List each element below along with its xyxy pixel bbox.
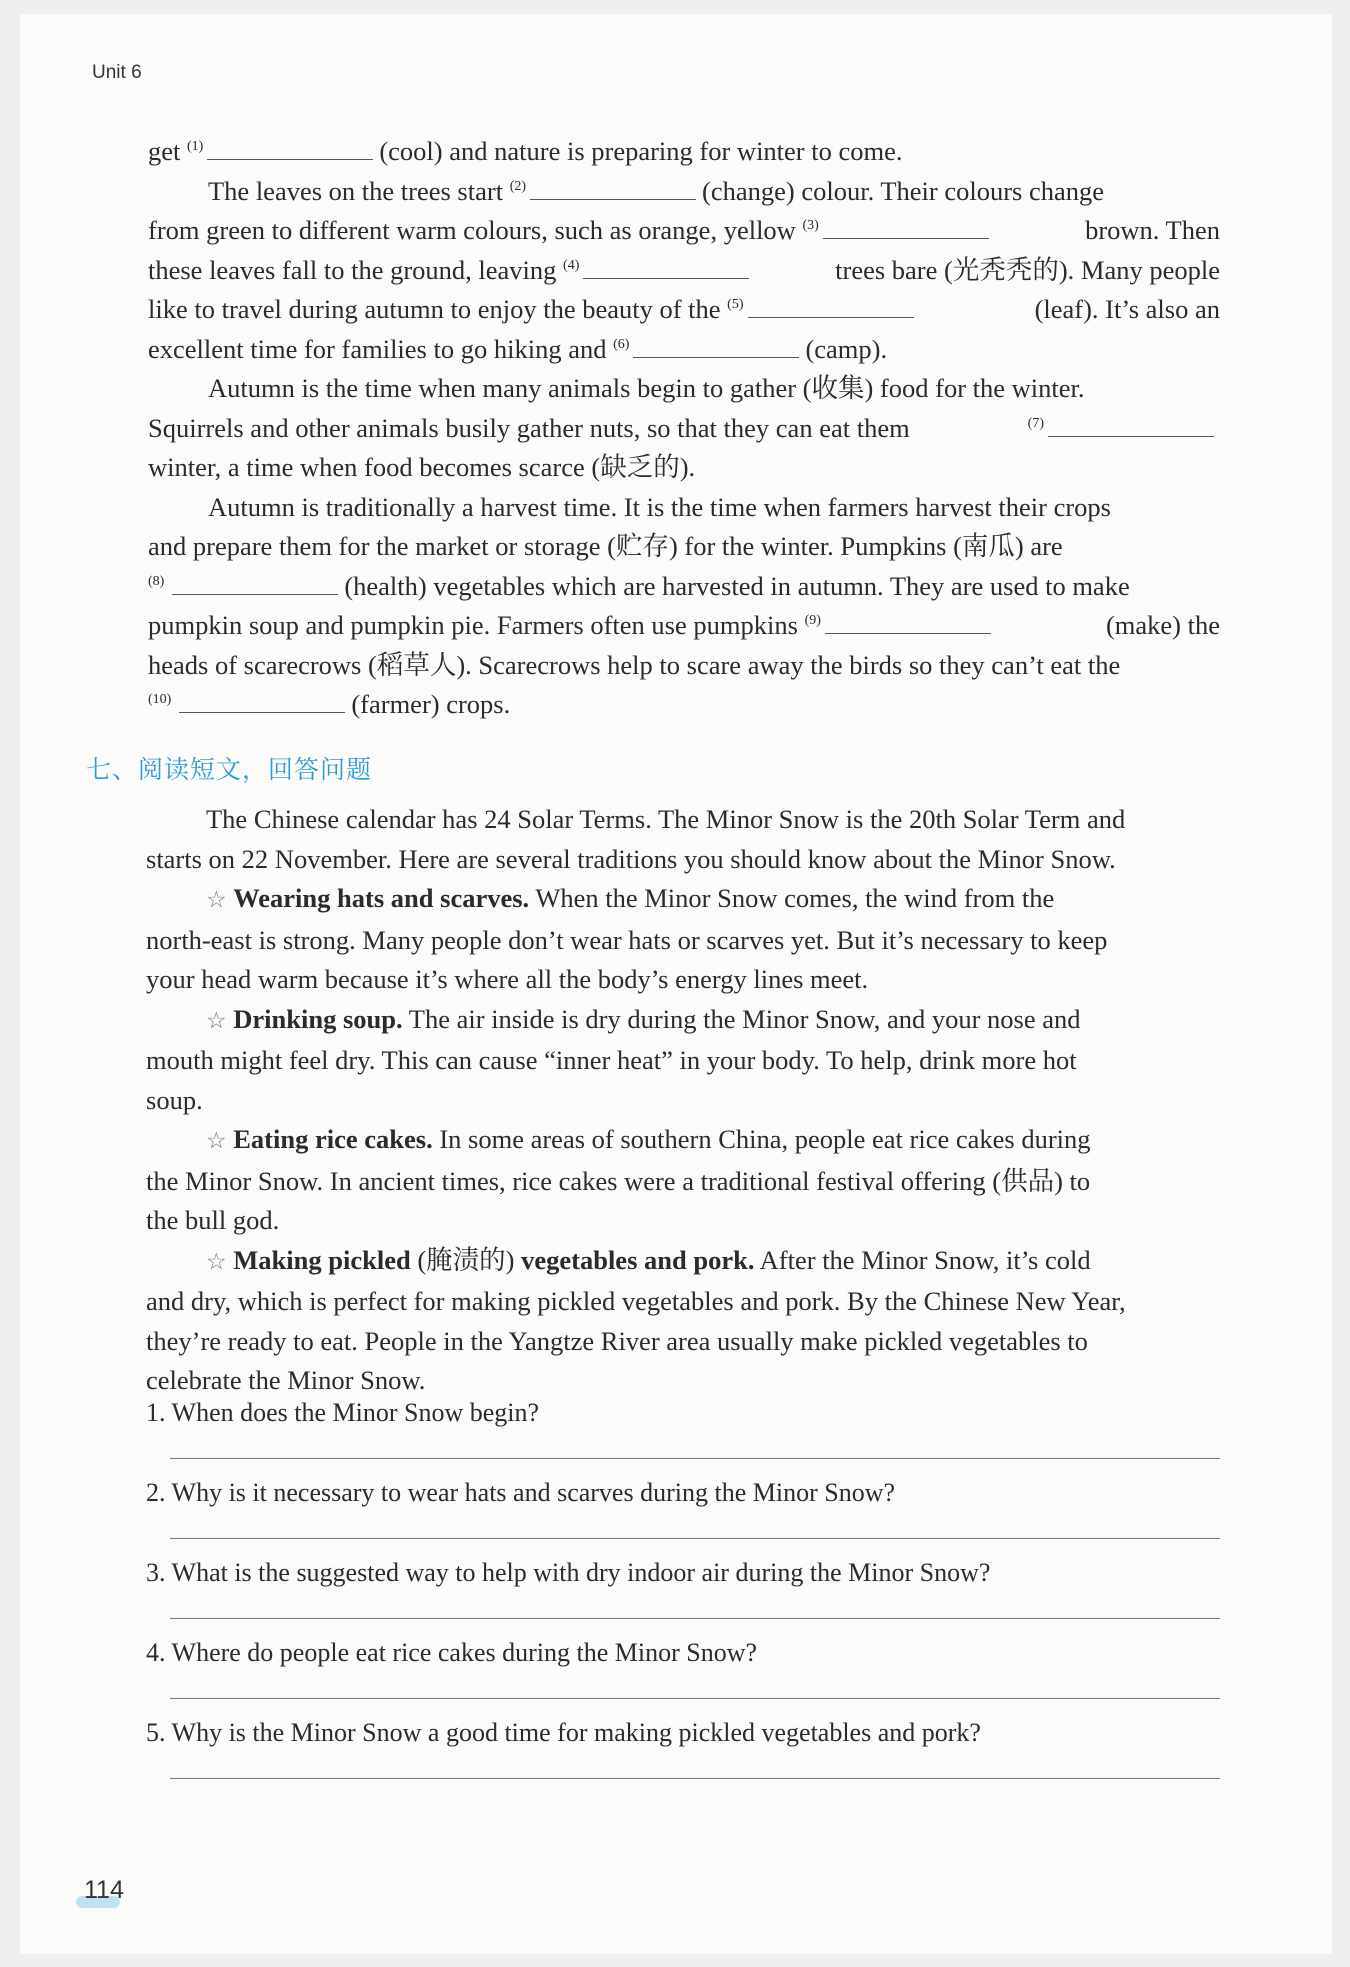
blank-number: (7) bbox=[1027, 415, 1044, 431]
passage-line: the bull god. bbox=[146, 1205, 280, 1235]
passage-line: celebrate the Minor Snow. bbox=[146, 1365, 426, 1395]
blank-4[interactable] bbox=[583, 258, 749, 279]
blank-number: (1) bbox=[187, 139, 204, 155]
passage-line: The Chinese calendar has 24 Solar Terms. The Minor Snow is the 20th Solar Term and bbox=[206, 804, 1126, 834]
passage-line bbox=[148, 567, 1220, 607]
text: The air inside is dry during the Minor Snow, and your nose and bbox=[408, 1003, 1081, 1034]
passage-line bbox=[148, 330, 1220, 370]
question: 5. Why is the Minor Snow a good time for making pickled vegetables and pork? bbox=[146, 1718, 981, 1747]
passage-line bbox=[148, 290, 1220, 330]
blank-6[interactable] bbox=[633, 337, 799, 358]
passage-line bbox=[146, 1120, 1220, 1162]
answer-line[interactable] bbox=[170, 1672, 1220, 1699]
tradition-title: vegetables and pork. bbox=[521, 1244, 755, 1275]
star-icon: ☆ bbox=[206, 1128, 227, 1154]
blank-number: (4) bbox=[563, 257, 580, 273]
blank-9[interactable] bbox=[825, 613, 991, 634]
tradition-title: Eating rice cakes. bbox=[233, 1124, 433, 1154]
blank-8[interactable] bbox=[172, 574, 338, 595]
passage-line: soup. bbox=[146, 1084, 203, 1115]
blank-1[interactable] bbox=[207, 139, 373, 160]
blank-2[interactable] bbox=[530, 179, 696, 200]
answer-line[interactable] bbox=[170, 1512, 1220, 1539]
blank-7[interactable] bbox=[1048, 416, 1214, 437]
answer-line[interactable] bbox=[170, 1752, 1220, 1779]
passage-line: winter, a time when food becomes scarce (缺乏的). bbox=[148, 452, 696, 482]
cloze-passage bbox=[148, 132, 1220, 725]
answer-line[interactable] bbox=[170, 1592, 1220, 1619]
passage-line: mouth might feel dry. This can cause “inner heat” in your body. To help, drink more hot bbox=[146, 1045, 1077, 1075]
passage-line: Autumn is traditionally a harvest time. It is the time when farmers harvest their crops bbox=[208, 491, 1111, 522]
blank-number: (6) bbox=[613, 336, 630, 352]
passage-line: starts on 22 November. Here are several traditions you should know about the Minor Snow. bbox=[146, 843, 1116, 874]
passage-line bbox=[148, 685, 1220, 725]
passage-line bbox=[148, 172, 1220, 212]
question: 2. Why is it necessary to wear hats and scarves during the Minor Snow? bbox=[146, 1478, 896, 1507]
passage-line: the Minor Snow. In ancient times, rice cakes were a traditional festival offering (供品) to bbox=[146, 1165, 1091, 1196]
text: from green to different warm colours, such as orange, yellow bbox=[148, 215, 796, 245]
page-number: 114 bbox=[84, 1876, 124, 1904]
question: 1. When does the Minor Snow begin? bbox=[146, 1398, 540, 1427]
text: (camp). bbox=[805, 333, 888, 364]
star-icon: ☆ bbox=[206, 1248, 227, 1275]
passage-line: heads of scarecrows (稻草人). Scarecrows help to scare away the birds so they can’t eat the bbox=[148, 649, 1121, 680]
passage-line bbox=[146, 879, 1220, 921]
reading-passage bbox=[146, 800, 1220, 1401]
blank-number: (5) bbox=[727, 297, 744, 313]
blank-number: (2) bbox=[509, 178, 527, 194]
passage-line bbox=[148, 251, 1220, 291]
tradition-title: Making pickled bbox=[233, 1244, 411, 1275]
passage-line: they’re ready to eat. People in the Yangtze River area usually make pickled vegetables to bbox=[146, 1325, 1088, 1356]
text: Squirrels and other animals busily gather nuts, so that they can eat them bbox=[148, 412, 910, 443]
text: brown. Then bbox=[1085, 215, 1220, 245]
passage-line: Autumn is the time when many animals begin to gather (收集) food for the winter. bbox=[208, 373, 1085, 403]
blank-number: (3) bbox=[802, 218, 819, 234]
tradition-title: Drinking soup. bbox=[233, 1003, 403, 1034]
passage-line: north-east is strong. Many people don’t wear hats or scarves yet. But it’s necessary to keep bbox=[146, 924, 1108, 955]
text: get bbox=[148, 136, 181, 166]
blank-number: (10) bbox=[148, 692, 172, 708]
question: 4. Where do people eat rice cakes during the Minor Snow? bbox=[146, 1638, 758, 1667]
text: excellent time for families to go hiking and bbox=[148, 333, 607, 364]
text: (health) vegetables which are harvested in autumn. They are used to make bbox=[344, 570, 1130, 601]
text: After the Minor Snow, it’s cold bbox=[759, 1244, 1091, 1275]
text: these leaves fall to the ground, leaving bbox=[148, 254, 557, 285]
text: (腌渍的) bbox=[417, 1244, 515, 1275]
blank-3[interactable] bbox=[823, 218, 989, 239]
text: trees bare (光秃秃的). Many people bbox=[835, 254, 1220, 285]
unit-label: Unit 6 bbox=[92, 62, 142, 83]
passage-line: and dry, which is perfect for making pickled vegetables and pork. By the Chinese New Year, bbox=[146, 1286, 1126, 1316]
passage-line bbox=[146, 1000, 1220, 1042]
passage-line bbox=[148, 211, 1220, 251]
text: like to travel during autumn to enjoy the beauty of the bbox=[148, 294, 721, 324]
passage-line bbox=[146, 1241, 1220, 1283]
passage-line bbox=[148, 606, 1220, 646]
blank-10[interactable] bbox=[179, 692, 345, 713]
text: (farmer) crops. bbox=[351, 689, 511, 719]
section-heading: 七、阅读短文，回答问题 bbox=[86, 755, 373, 784]
blank-number: (8) bbox=[148, 573, 165, 589]
text: In some areas of southern China, people eat rice cakes during bbox=[439, 1124, 1091, 1154]
text: (leaf). It’s also an bbox=[1034, 294, 1220, 324]
tradition-title: Wearing hats and scarves. bbox=[233, 883, 530, 913]
star-icon: ☆ bbox=[206, 1007, 227, 1034]
text: (make) the bbox=[1105, 610, 1220, 640]
question: 3. What is the suggested way to help with dry indoor air during the Minor Snow? bbox=[146, 1558, 991, 1587]
question-list bbox=[146, 1394, 1220, 1794]
blank-number: (9) bbox=[804, 613, 821, 629]
text: The leaves on the trees start bbox=[208, 175, 504, 206]
text: (change) colour. Their colours change bbox=[702, 175, 1105, 206]
answer-line[interactable] bbox=[170, 1432, 1220, 1459]
passage-line bbox=[148, 409, 1220, 449]
passage-line: and prepare them for the market or storage (贮存) for the winter. Pumpkins (南瓜) are bbox=[148, 531, 1063, 561]
star-icon: ☆ bbox=[206, 887, 227, 913]
text: pumpkin soup and pumpkin pie. Farmers often use pumpkins bbox=[148, 610, 798, 640]
text: (cool) and nature is preparing for winter to come. bbox=[379, 136, 903, 166]
passage-line bbox=[148, 132, 1220, 172]
passage-line: your head warm because it’s where all the body’s energy lines meet. bbox=[146, 964, 869, 994]
text: When the Minor Snow comes, the wind from the bbox=[535, 883, 1055, 913]
blank-5[interactable] bbox=[748, 297, 914, 318]
